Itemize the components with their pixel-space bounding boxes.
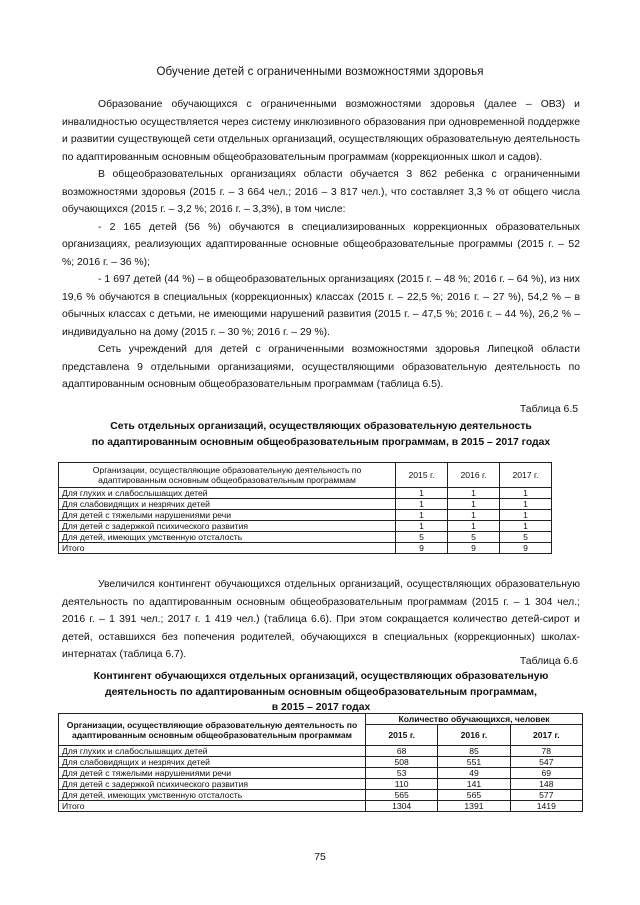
table-title-line: Сеть отдельных организаций, осуществляющих образовательную деятельность [110, 421, 532, 432]
table-6-6 [58, 713, 583, 812]
cell: 1 [448, 521, 500, 532]
cell: 1 [448, 488, 500, 499]
cell: 68 [366, 746, 438, 757]
cell: 5 [396, 532, 448, 543]
cell: 5 [500, 532, 552, 543]
table-header-row [59, 714, 583, 725]
middle-text [62, 576, 580, 664]
cell: 49 [438, 768, 510, 779]
cell: 69 [510, 768, 582, 779]
table-6-6-label: Таблица 6.6 [519, 656, 578, 667]
section-title: Обучение детей с ограниченными возможностями здоровья [156, 66, 484, 78]
table-row [59, 746, 583, 757]
cell: 9 [448, 543, 500, 554]
cell: 110 [366, 779, 438, 790]
header-organizations: Организации, осуществляющие образовательную деятельность по адаптированным основным общеобразовательным программам [59, 463, 396, 488]
cell: 1 [396, 499, 448, 510]
row-label: Для глухих и слабослышащих детей [59, 488, 396, 499]
header-organizations: Организации, осуществляющие образовательную деятельность по адаптированным основным общеобразовательным программам [59, 714, 366, 746]
cell: 1391 [438, 801, 510, 812]
cell: 565 [366, 790, 438, 801]
table-total-row [59, 801, 583, 812]
row-label: Итого [59, 543, 396, 554]
header-2017: 2017 г. [500, 463, 552, 488]
cell: 565 [438, 790, 510, 801]
table-6-5-title [62, 419, 580, 450]
table-row [59, 521, 552, 532]
paragraph: В общеобразовательных организациях области обучается 3 862 ребенка с ограниченными возможностями здоровья (2015 г. – 3 664 чел.; 2016 – 3 817 чел.), что составляет 3,3 % от общего числа обучающихся (2015 г. – 3,2 %; 2016 г. – 3,3%), в том числе: [62, 169, 580, 215]
cell: 551 [438, 757, 510, 768]
row-label: Для детей с задержкой психического развития [59, 779, 366, 790]
header-2016: 2016 г. [438, 725, 510, 746]
table-row [59, 757, 583, 768]
table-row [59, 790, 583, 801]
cell: 508 [366, 757, 438, 768]
table-6-5-label: Таблица 6.5 [519, 404, 578, 415]
header-count: Количество обучающихся, человек [366, 714, 583, 725]
cell: 1419 [510, 801, 582, 812]
row-label: Для детей, имеющих умственную отсталость [59, 532, 396, 543]
intro-text [62, 96, 580, 394]
row-label: Для детей, имеющих умственную отсталость [59, 790, 366, 801]
table-row [59, 532, 552, 543]
cell: 1 [500, 510, 552, 521]
row-label: Для глухих и слабослышащих детей [59, 746, 366, 757]
table-title-line: Контингент обучающихся отдельных организаций, осуществляющих образовательную [93, 671, 549, 682]
row-label: Для слабовидящих и незрячих детей [59, 499, 396, 510]
table-row [59, 488, 552, 499]
row-label: Для детей с задержкой психического развития [59, 521, 396, 532]
cell: 148 [510, 779, 582, 790]
table-row [59, 768, 583, 779]
cell: 547 [510, 757, 582, 768]
header-2015: 2015 г. [396, 463, 448, 488]
table-title-line: по адаптированным основным общеобразовательным программам, в 2015 – 2017 годах [91, 436, 551, 448]
table-6-5 [58, 462, 552, 554]
cell: 1 [500, 488, 552, 499]
paragraph: Образование обучающихся с ограниченными возможностями здоровья (далее – ОВЗ) и инвалидностью осуществляется через систему инклюзивного образования при одновременной поддержке и развитии существующей сети отдельных организаций, осуществляющих образовательную деятельность по адаптированным основным общеобразовательным программам (коррекционных школ и садов). [62, 99, 580, 163]
cell: 5 [448, 532, 500, 543]
paragraph: Увеличился контингент обучающихся отдельных организаций, осуществляющих образовательную деятельность по адаптированным основным общеобразовательным программам (2015 г. – 1 304 чел.; 2016 г. – 1 391 чел.; 2017 г. 1 419 чел.) (таблица 6.6). При этом сокращается количество детей-сирот и детей, оставшихся без попечения родителей, обучающихся в специальных (коррекционных) школах-интернатах (таблица 6.7). [62, 579, 580, 660]
paragraph: Сеть учреждений для детей с ограниченными возможностями здоровья Липецкой области представлена 9 отдельными организациями, осуществляющими образовательную деятельность по адаптированным основным общеобразовательным программам (таблица 6.5). [62, 344, 580, 390]
table-6-6-title [62, 669, 580, 716]
header-2015: 2015 г. [366, 725, 438, 746]
cell: 1 [448, 510, 500, 521]
cell: 577 [510, 790, 582, 801]
paragraph: - 2 165 детей (56 %) обучаются в специализированных коррекционных образовательных организациях, реализующих адаптированные основные общеобразовательные программы (2015 г. – 52 %; 2016 г. – 36 %); [62, 221, 580, 268]
table-row [59, 779, 583, 790]
paragraph: - 1 697 детей (44 %) – в общеобразовательных организациях (2015 г. – 48 %; 2016 г. – 64 %), из них 19,6 % обучаются в специальных (коррекционных) классах (2015 г. – 22,5 %; 2016 г. – 27 %), 54,2 % – в обычных классах с детьми, не имеющими нарушений развития (2015 г. – 47,5 %; 2016 г. – 44 %), 26,2 % – индивидуально на дому (2015 г. – 30 %; 2016 г. – 29 %). [62, 274, 580, 338]
header-2017: 2017 г. [510, 725, 582, 746]
cell: 1 [500, 521, 552, 532]
page-number: 75 [314, 852, 326, 863]
cell: 1 [396, 521, 448, 532]
cell: 141 [438, 779, 510, 790]
cell: 1 [448, 499, 500, 510]
table-title-line: деятельность по адаптированным основным общеобразовательным программам, [105, 686, 537, 698]
row-label: Для детей с тяжелыми нарушениями речи [59, 510, 396, 521]
row-label: Для детей с тяжелыми нарушениями речи [59, 768, 366, 779]
cell: 1 [396, 510, 448, 521]
cell: 1 [500, 499, 552, 510]
cell: 53 [366, 768, 438, 779]
cell: 9 [396, 543, 448, 554]
cell: 1 [396, 488, 448, 499]
table-total-row [59, 543, 552, 554]
table-row [59, 499, 552, 510]
cell: 85 [438, 746, 510, 757]
table-title-line: в 2015 – 2017 годах [271, 702, 371, 713]
row-label: Для слабовидящих и незрячих детей [59, 757, 366, 768]
cell: 1304 [366, 801, 438, 812]
cell: 78 [510, 746, 582, 757]
table-row [59, 510, 552, 521]
header-2016: 2016 г. [448, 463, 500, 488]
row-label: Итого [59, 801, 366, 812]
table-header-row [59, 463, 552, 488]
cell: 9 [500, 543, 552, 554]
